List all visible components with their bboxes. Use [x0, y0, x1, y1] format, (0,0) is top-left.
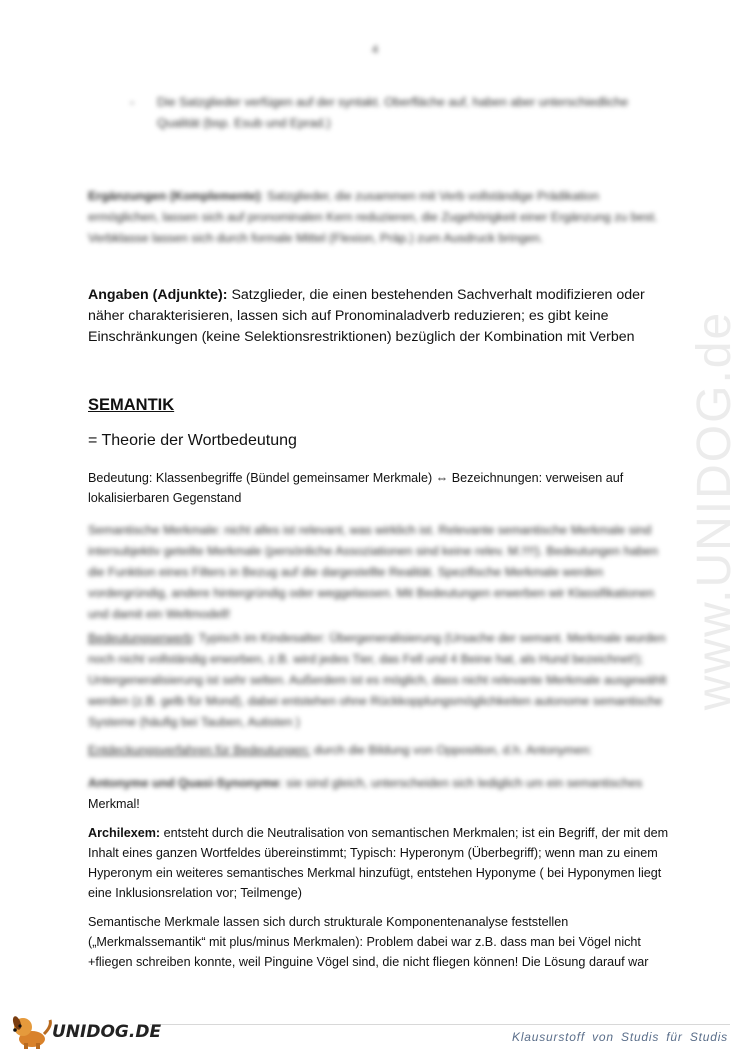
paragraph-ergaenzungen — [88, 186, 670, 249]
footer-divider — [150, 1024, 730, 1025]
page-number: 4 — [371, 44, 379, 56]
section-subtitle: = Theorie der Wortbedeutung — [88, 432, 297, 449]
paragraph-archilexem — [88, 823, 670, 903]
antonyme-tail: Merkmal! — [88, 797, 140, 811]
text-bedeutungserwerb: : Typisch im Kindesalter: Übergeneralisierung (Ursache der semant. Merkmale wurden noch nicht vollständig erworben, z.B. wird jedes Tier, das Fell und 4 Beine hat, als Hund bezeichnet!); Untergeneralisierung ist sehr selten. Außerdem ist es möglich, dass nicht relevante Merkmale ausgewählt werden (z.B. gelb für Mond), dabei entstehen ohne Rückkopplungsmöglichkeiten autonome semantische Systeme (häufig bei Tauben, Autisten ) — [88, 631, 667, 729]
text-angaben: Satzglieder, die einen bestehenden Sachverhalt modifizieren oder näher charakterisieren, lassen sich auf Pronominaladverb reduzieren; es gibt keine Einschränkungen (keine Selektionsrestriktionen) bezüglich der Kombination mit Verben — [88, 287, 645, 345]
term-angaben: Angaben (Adjunkte): — [88, 287, 228, 303]
bullet-dash: - — [130, 95, 135, 109]
section-heading: SEMANTIK — [88, 396, 175, 414]
bullet-item — [130, 92, 650, 134]
unidog-logo[interactable] — [10, 1012, 162, 1050]
term-archilexem: Archilexem: — [88, 826, 161, 840]
paragraph-entdeckung — [88, 740, 670, 761]
antonyme-line — [88, 773, 670, 794]
text-archilexem: entsteht durch die Neutralisation von semantischen Merkmalen; ist ein Begriff, der mit dem Inhalt eines ganzen Wortfeldes übereinstimmt; Typisch: Hyperonym (Überbegriff); wenn man zu einem Hyperonym ein weiteres semantisches Merkmal hinzufügt, entstehen Hyponyme ( bei Hyponymen liegt eine Inklusionsrelation vor; Teilmenge) — [88, 826, 669, 900]
paragraph-bedeutungserwerb — [88, 628, 670, 733]
paragraph-merkmale: Semantische Merkmale: nicht alles ist relevant, was wirklich ist. Relevante semantische Merkmale sind intersubjektiv geteilte Merkmale (persönliche Assoziationen sind keine relev. M.!!!!). Bedeutungen haben die Funktion eines Filters in Bezug auf die dargestellte Realität. Spezifische Merkmale werden vordergründig, andere hintergründig oder weggelassen. Mit Bedeutungen erwerben wir Klassifikationen und damit ein Weltmodell! — [88, 523, 659, 621]
watermark — [688, 280, 742, 740]
logo-text: UNIDOG.DE — [52, 1022, 162, 1042]
term-bedeutungserwerb: Bedeutungserwerb — [88, 631, 193, 645]
text-ergaenzungen: : Satzglieder, die zusammen mit Verb vollständige Prädikation ermöglichen, lassen sich auf pronominalen Kern reduzieren, die Zugehörigkeit einer Ergänzung zu best. Verbklasse lassen sich durch formale Mittel (Flexion, Präp.) zum Ausdruck bringen. — [88, 189, 658, 245]
paragraph-antonyme — [88, 773, 670, 814]
paragraph-komponenten: Semantische Merkmale lassen sich durch strukturale Komponentenanalyse feststellen („Merkmalssemantik“ mit plus/minus Merkmalen): Problem dabei war z.B. dass man bei Vögel nicht +fliegen schreiben konnte, weil Pinguine Vögel sind, die nicht fliegen können! Die Lösung darauf war — [88, 915, 649, 969]
term-ergaenzungen: Ergänzungen (Komplemente) — [88, 189, 261, 203]
paragraph-angaben — [88, 285, 670, 348]
text-entdeckung: durch die Bildung von Opposition, d.h. Antonymen: — [310, 743, 593, 757]
term-entdeckung: Entdeckungsverfahren für Bedeutungen: — [88, 743, 311, 757]
paragraph-bedeutung: Bedeutung: Klassenbegriffe (Bündel gemeinsamer Merkmale) ⇔ Bezeichnungen: verweisen auf lokalisierbaren Gegenstand — [88, 471, 624, 505]
watermark-text: www.UNIDOG.de — [688, 310, 742, 710]
footer-tagline: Klausurstoff von Studis für Studis — [512, 1030, 728, 1044]
text-antonyme: : sie sind gleich, unterscheiden sich lediglich um ein semantisches — [279, 776, 643, 790]
term-antonyme: Antonyme und Quasi-Synonyme — [88, 776, 280, 790]
bullet-text: Die Satzglieder verfügen auf der syntakt. Oberfläche auf, haben aber unterschiedliche Qualität (bsp. Esub und Eprad.) — [157, 95, 629, 130]
